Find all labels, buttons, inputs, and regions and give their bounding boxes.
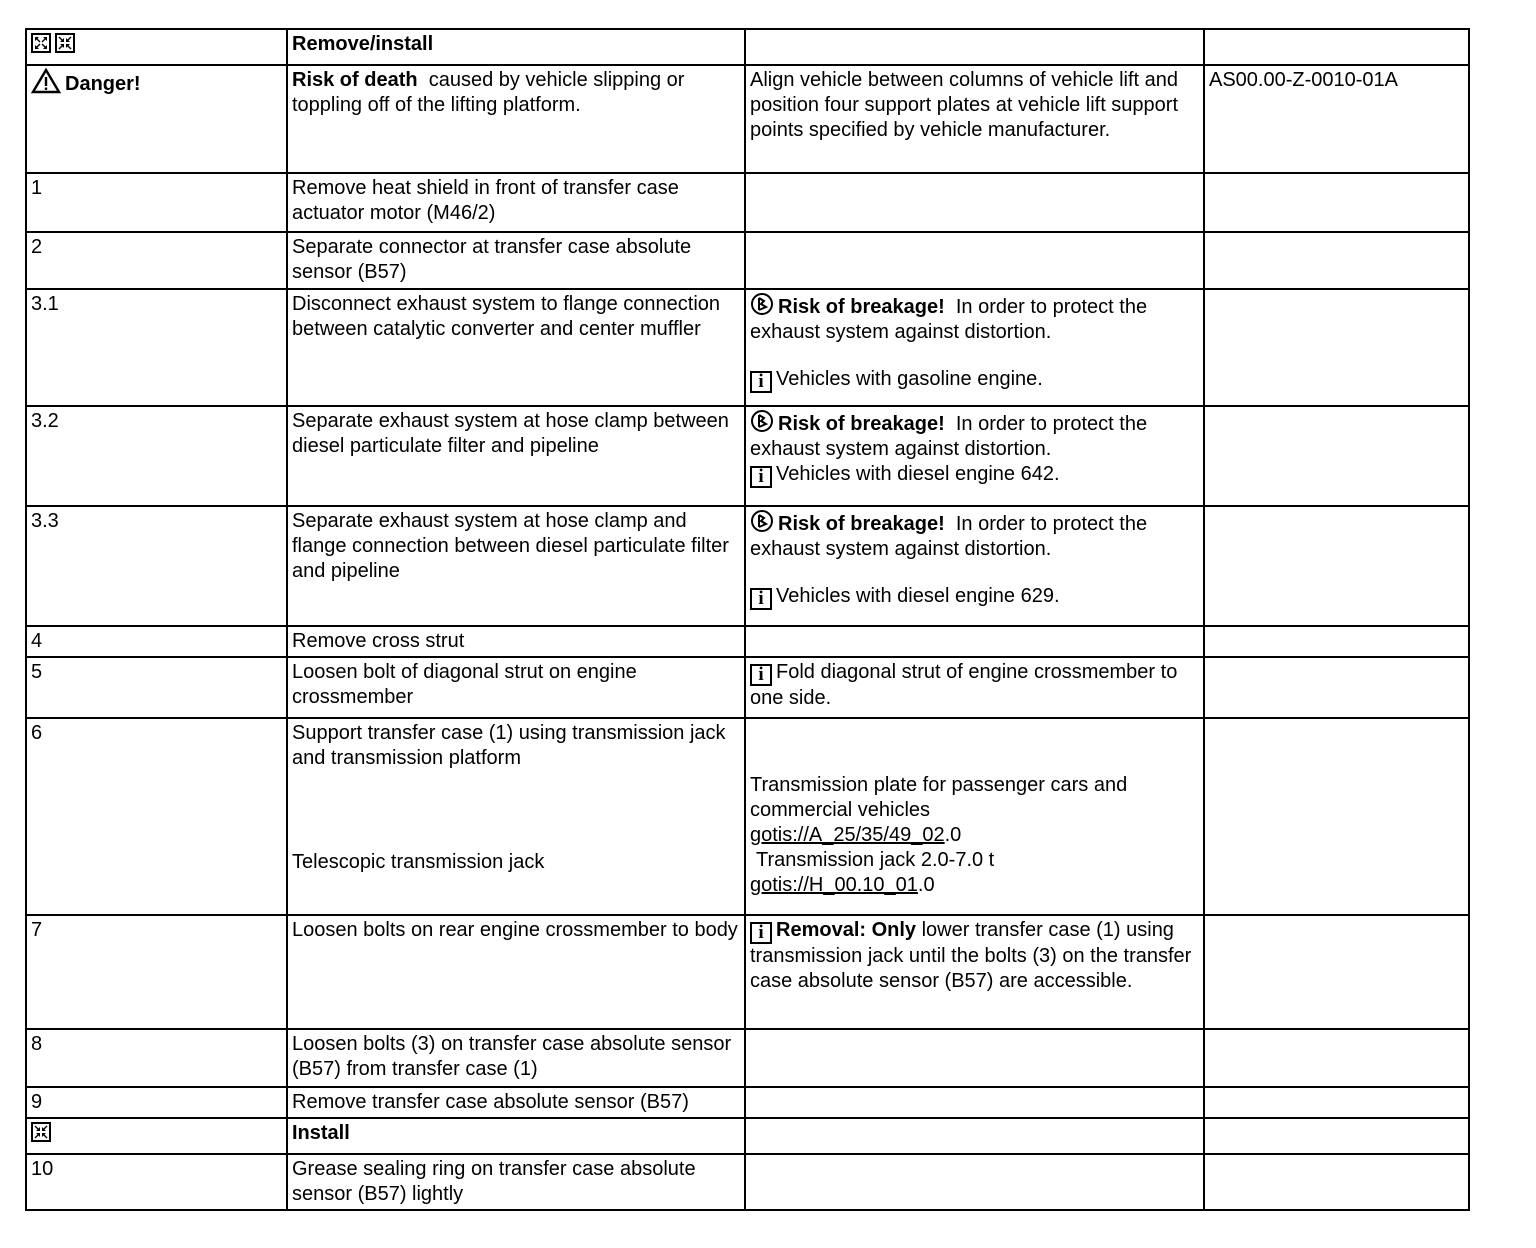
table-row [26, 406, 1469, 506]
step-number: 9 [26, 1087, 287, 1118]
breakage-icon [750, 409, 774, 433]
info-icon: i [750, 664, 772, 686]
tool-name: Transmission plate for passenger cars and commercial vehicles [750, 774, 1128, 821]
step-text: Disconnect exhaust system to flange connection between catalytic converter and center muffler [287, 289, 745, 406]
step-number: 7 [26, 915, 287, 1029]
table-row [26, 657, 1469, 718]
info-icon: i [750, 922, 772, 944]
step-text: Separate exhaust system at hose clamp between diesel particulate filter and pipeline [287, 406, 745, 506]
step-notes: i Removal: Only lower transfer case (1) using transmission jack until the bolts (3) on the transfer case absolute sensor (B57) are accessible. [745, 915, 1204, 1029]
table-row [26, 1087, 1469, 1118]
step-number: 3.1 [26, 289, 287, 406]
step-number: 2 [26, 232, 287, 289]
danger-label: Danger! [65, 73, 141, 95]
breakage-icon [750, 509, 774, 533]
step-number: 3.3 [26, 506, 287, 626]
info-icon: i [750, 371, 772, 393]
step-text: Support transfer case (1) using transmission jack and transmission platform Telescopic transmission jack [287, 718, 745, 915]
step-number: 10 [26, 1154, 287, 1210]
table-row [26, 289, 1469, 406]
tool-link[interactable]: gotis://A_25/35/49_02 [750, 824, 945, 846]
table-row [26, 173, 1469, 232]
table-row [26, 506, 1469, 626]
install-icon-cell [26, 1118, 287, 1154]
step-number: 4 [26, 626, 287, 657]
step-text: Loosen bolts (3) on transfer case absolute sensor (B57) from transfer case (1) [287, 1029, 745, 1087]
step-number: 5 [26, 657, 287, 718]
step-number: 6 [26, 718, 287, 915]
step-text: Separate connector at transfer case absolute sensor (B57) [287, 232, 745, 289]
step-notes: Risk of breakage! In order to protect the exhaust system against distortion. i Vehicles with diesel engine 642. [745, 406, 1204, 506]
sub-step-text: Telescopic transmission jack [292, 851, 545, 873]
table-row [26, 1029, 1469, 1087]
collapse-icon[interactable] [31, 1122, 51, 1142]
step-text: Remove cross strut [287, 626, 745, 657]
step-text: Loosen bolt of diagonal strut on engine crossmember [287, 657, 745, 718]
table-row [26, 29, 1469, 65]
step-text: Grease sealing ring on transfer case absolute sensor (B57) lightly [287, 1154, 745, 1210]
step-text: Remove transfer case absolute sensor (B57) [287, 1087, 745, 1118]
info-icon: i [750, 588, 772, 610]
danger-reference[interactable]: AS00.00-Z-0010-01A [1204, 65, 1469, 173]
section-title: Install [287, 1118, 745, 1154]
step-text: Remove heat shield in front of transfer case actuator motor (M46/2) [287, 173, 745, 232]
collapse-icon[interactable] [55, 33, 75, 53]
expand-icon[interactable] [31, 33, 51, 53]
step-number: 8 [26, 1029, 287, 1087]
danger-instruction: Align vehicle between columns of vehicle lift and position four support plates at vehicle lift support points specified by vehicle manufacturer. [745, 65, 1204, 173]
info-icon: i [750, 466, 772, 488]
warning-icon [31, 68, 61, 94]
table-row [26, 718, 1469, 915]
step-number: 3.2 [26, 406, 287, 506]
table-row [26, 626, 1469, 657]
step-text: Separate exhaust system at hose clamp and flange connection between diesel particulate filter and pipeline [287, 506, 745, 626]
step-notes: Risk of breakage! In order to protect the exhaust system against distortion. i Vehicles with gasoline engine. [745, 289, 1204, 406]
table-row [26, 1154, 1469, 1210]
step-text: Loosen bolts on rear engine crossmember to body [287, 915, 745, 1029]
step-notes: Risk of breakage! In order to protect the exhaust system against distortion. i Vehicles with diesel engine 629. [745, 506, 1204, 626]
table-row [26, 65, 1469, 173]
step-notes: i Fold diagonal strut of engine crossmember to one side. [745, 657, 1204, 718]
danger-text: Risk of death caused by vehicle slipping or toppling off of the lifting platform. [287, 65, 745, 173]
step-tools: Transmission plate for passenger cars and commercial vehicles gotis://A_25/35/49_02.0 Transmission jack 2.0-7.0 t gotis://H_00.10_01.0 [745, 718, 1204, 915]
table-row [26, 915, 1469, 1029]
header-icons-cell [26, 29, 287, 65]
procedure-table [25, 28, 1470, 1211]
tool-name: Transmission jack 2.0-7.0 t [756, 849, 995, 871]
section-title: Remove/install [287, 29, 745, 65]
breakage-icon [750, 292, 774, 316]
tool-link[interactable]: gotis://H_00.10_01 [750, 874, 918, 896]
table-row [26, 1118, 1469, 1154]
table-row [26, 232, 1469, 289]
step-number: 1 [26, 173, 287, 232]
danger-cell [26, 65, 287, 173]
